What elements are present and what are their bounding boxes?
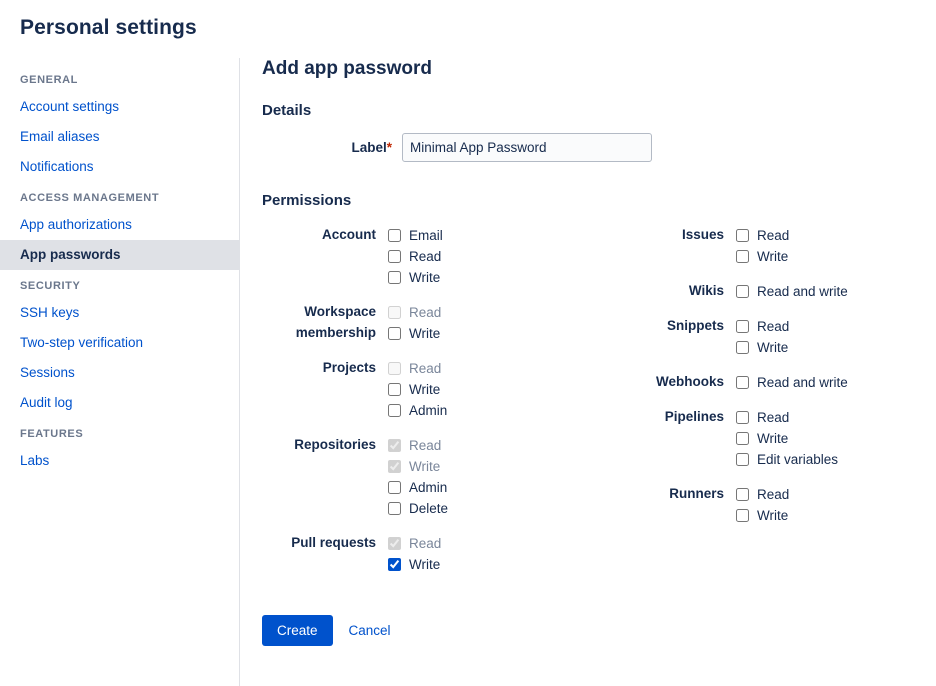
checkbox-label[interactable]: Admin	[409, 403, 448, 418]
checkbox-projects-read	[388, 362, 401, 375]
permission-option	[388, 554, 592, 575]
sidebar-item-sessions[interactable]: Sessions	[20, 365, 75, 380]
permission-options	[388, 531, 592, 575]
checkbox-pipelines-edit-variables[interactable]	[736, 453, 749, 466]
checkbox-account-read[interactable]	[388, 250, 401, 263]
permission-option	[736, 316, 892, 337]
label-field-label	[262, 140, 402, 155]
checkbox-account-write[interactable]	[388, 271, 401, 284]
required-marker: *	[386, 140, 392, 155]
permission-group-issues	[610, 223, 892, 267]
checkbox-snippets-write[interactable]	[736, 341, 749, 354]
settings-sidebar	[0, 58, 240, 686]
permission-group-projects	[262, 356, 592, 421]
permission-options	[736, 370, 892, 393]
permissions-column-left	[262, 223, 592, 587]
permission-option	[388, 456, 592, 477]
permission-options	[388, 223, 592, 288]
checkbox-label[interactable]: Write	[409, 326, 441, 341]
permission-option	[388, 477, 592, 498]
settings-layout	[0, 58, 936, 686]
checkbox-label: Read	[409, 305, 442, 320]
checkbox-account-email[interactable]	[388, 229, 401, 242]
permission-option	[736, 337, 892, 358]
sidebar-item-labs[interactable]: Labs	[20, 453, 50, 468]
sidebar-group-label: SECURITY	[20, 280, 81, 292]
permission-option	[388, 400, 592, 421]
permission-group-pull-requests	[262, 531, 592, 575]
permission-option	[388, 225, 592, 246]
checkbox-label[interactable]: Read and write	[757, 284, 848, 299]
checkbox-label[interactable]: Read	[757, 228, 790, 243]
page-title: Personal settings	[20, 16, 197, 39]
permission-group-label: Wikis	[688, 283, 724, 298]
permissions-grid	[262, 223, 916, 587]
checkbox-label[interactable]: Write	[409, 270, 441, 285]
permission-option	[736, 407, 892, 428]
permission-option	[388, 498, 592, 519]
permission-group-label: Projects	[322, 360, 376, 375]
checkbox-label[interactable]: Write	[757, 431, 789, 446]
permission-option	[736, 484, 892, 505]
permission-options	[388, 433, 592, 519]
permission-option	[736, 449, 892, 470]
permission-group-runners	[610, 482, 892, 526]
checkbox-label: Read	[409, 438, 442, 453]
permission-group-label: Snippets	[666, 318, 724, 333]
checkbox-projects-write[interactable]	[388, 383, 401, 396]
checkbox-label: Read	[409, 536, 442, 551]
permission-group-label: Webhooks	[655, 374, 724, 389]
permission-group-label: Repositories	[294, 437, 376, 452]
checkbox-snippets-read[interactable]	[736, 320, 749, 333]
checkbox-label[interactable]: Read	[757, 487, 790, 502]
permission-group-wikis	[610, 279, 892, 302]
checkbox-repositories-write	[388, 460, 401, 473]
permissions-heading: Permissions	[262, 192, 352, 209]
permission-options	[736, 314, 892, 358]
permission-option	[736, 246, 892, 267]
checkbox-pipelines-read[interactable]	[736, 411, 749, 424]
label-input[interactable]	[402, 133, 652, 162]
checkbox-label[interactable]: Write	[757, 249, 789, 264]
checkbox-pull-requests-read	[388, 537, 401, 550]
permission-options	[388, 356, 592, 421]
checkbox-label[interactable]: Read	[757, 410, 790, 425]
permission-option	[736, 372, 892, 393]
permission-options	[736, 405, 892, 470]
permission-option	[388, 358, 592, 379]
permission-option	[736, 428, 892, 449]
checkbox-runners-write[interactable]	[736, 509, 749, 522]
permission-group-workspace-membership	[262, 300, 592, 344]
checkbox-issues-read[interactable]	[736, 229, 749, 242]
permission-group-label: Workspace membership	[295, 304, 376, 340]
create-button[interactable]: Create	[262, 615, 333, 646]
permission-options	[388, 300, 592, 344]
checkbox-label[interactable]: Email	[409, 228, 443, 243]
sidebar-item-app-passwords[interactable]: App passwords	[0, 240, 239, 270]
checkbox-pull-requests-write[interactable]	[388, 558, 401, 571]
details-heading: Details	[262, 102, 312, 119]
checkbox-label: Read	[409, 361, 442, 376]
checkbox-label[interactable]: Admin	[409, 480, 448, 495]
permission-option	[388, 533, 592, 554]
checkbox-label[interactable]: Delete	[409, 501, 449, 516]
permission-option	[388, 379, 592, 400]
permission-group-label: Account	[322, 227, 376, 242]
sidebar-group-label: ACCESS MANAGEMENT	[20, 192, 160, 204]
checkbox-label[interactable]: Read	[757, 319, 790, 334]
permission-option	[388, 435, 592, 456]
sidebar-item-account-settings[interactable]: Account settings	[20, 99, 120, 114]
sidebar-item-ssh-keys[interactable]: SSH keys	[20, 305, 80, 320]
checkbox-label[interactable]: Read	[409, 249, 442, 264]
permission-group-label: Runners	[669, 486, 724, 501]
checkbox-label: Write	[409, 459, 441, 474]
sidebar-item-two-step-verification[interactable]: Two-step verification	[20, 335, 144, 350]
form-title: Add app password	[262, 58, 432, 79]
permission-options	[736, 482, 892, 526]
checkbox-repositories-read	[388, 439, 401, 452]
permission-group-snippets	[610, 314, 892, 358]
permission-group-repositories	[262, 433, 592, 519]
permissions-column-right	[592, 223, 892, 587]
permission-option	[388, 267, 592, 288]
checkbox-label[interactable]: Write	[409, 557, 441, 572]
permission-option	[736, 505, 892, 526]
permission-group-account	[262, 223, 592, 288]
checkbox-projects-admin[interactable]	[388, 404, 401, 417]
sidebar-item-app-authorizations[interactable]: App authorizations	[20, 217, 132, 232]
main-content	[240, 58, 936, 686]
permission-options	[736, 223, 892, 267]
checkbox-label[interactable]: Write	[409, 382, 441, 397]
label-field-row	[262, 133, 916, 162]
checkbox-label[interactable]: Write	[757, 340, 789, 355]
permission-option	[736, 225, 892, 246]
sidebar-group-label: GENERAL	[20, 74, 78, 86]
checkbox-runners-read[interactable]	[736, 488, 749, 501]
checkbox-webhooks-read-and-write[interactable]	[736, 376, 749, 389]
sidebar-item-email-aliases[interactable]: Email aliases	[20, 129, 100, 144]
permission-option	[388, 323, 592, 344]
permission-option	[388, 246, 592, 267]
permission-group-webhooks	[610, 370, 892, 393]
checkbox-workspace-membership-write[interactable]	[388, 327, 401, 340]
checkbox-label[interactable]: Edit variables	[757, 452, 839, 467]
permission-group-label: Pipelines	[664, 409, 724, 424]
permission-group-label: Pull requests	[291, 535, 376, 550]
checkbox-workspace-membership-read	[388, 306, 401, 319]
sidebar-group-label: FEATURES	[20, 428, 84, 440]
permission-option	[736, 281, 892, 302]
sidebar-item-notifications[interactable]: Notifications	[20, 159, 94, 174]
permission-option	[388, 302, 592, 323]
checkbox-repositories-admin[interactable]	[388, 481, 401, 494]
permission-group-pipelines	[610, 405, 892, 470]
checkbox-pipelines-write[interactable]	[736, 432, 749, 445]
checkbox-label[interactable]: Read and write	[757, 375, 848, 390]
form-actions	[262, 615, 916, 646]
cancel-link[interactable]: Cancel	[348, 623, 391, 638]
checkbox-label[interactable]: Write	[757, 508, 789, 523]
checkbox-issues-write[interactable]	[736, 250, 749, 263]
permission-group-label: Issues	[681, 227, 724, 242]
checkbox-wikis-read-and-write[interactable]	[736, 285, 749, 298]
label-field-label-text: Label	[351, 140, 387, 155]
sidebar-item-audit-log[interactable]: Audit log	[20, 395, 73, 410]
permission-options	[736, 279, 892, 302]
checkbox-repositories-delete[interactable]	[388, 502, 401, 515]
